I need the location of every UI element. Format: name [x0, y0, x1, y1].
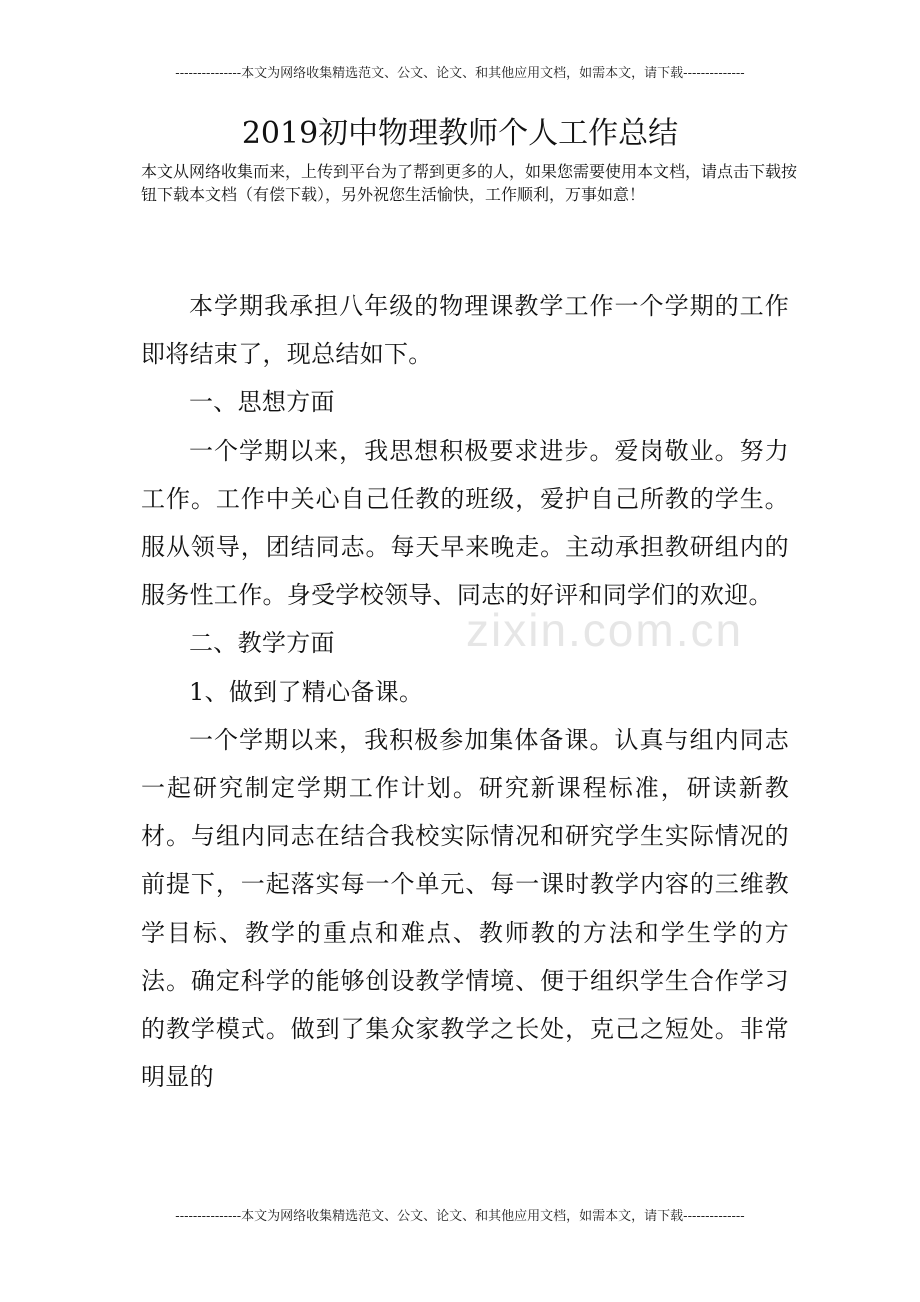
- document-title: 2019初中物理教师个人工作总结: [241, 116, 679, 151]
- intro-paragraph: 本文从网络收集而来，上传到平台为了帮到更多的人，如果您需要使用本文档，请点击下载按钮下载本文档（有偿下载），另外祝您生活愉快，工作顺利，万事如意！: [141, 162, 798, 204]
- watermark: zixin.com.cn: [466, 604, 744, 656]
- footer-notice: ---------------本文为网络收集精选范文、公文、论文、和其他应用文档，如需本文，请下载--------------: [175, 1209, 745, 1224]
- section-heading-thought: 一、思想方面: [189, 388, 335, 417]
- header-notice: ---------------本文为网络收集精选范文、公文、论文、和其他应用文档，如需本文，请下载--------------: [175, 66, 745, 81]
- paragraph-lesson-prep: 一个学期以来，我积极参加集体备课。认真与组内同志一起研究制定学期工作计划。研究新课程标准，研读新教材。与组内同志在结合我校实际情况和研究学生实际情况的前提下，一起落实每一个单元、每一课时教学内容的三维教学目标、教学的重点和难点、教师教的方法和学生学的方法。确定科学的能够创设教学情境、便于组织学生合作学习的教学模式。做到了集众家教学之长处，克己之短处。非常明显的: [141, 725, 789, 1092]
- section-heading-teaching: 二、教学方面: [189, 629, 335, 658]
- body-text: [141, 282, 789, 1101]
- paragraph-opening: 本学期我承担八年级的物理课教学工作一个学期的工作即将结束了，现总结如下。: [141, 292, 789, 369]
- subheading-lesson-prep: 1、做到了精心备课。: [189, 677, 424, 706]
- paragraph-thought: 一个学期以来，我思想积极要求进步。爱岗敬业。努力工作。工作中关心自己任教的班级，爱护自己所教的学生。服从领导，团结同志。每天早来晚走。主动承担教研组内的服务性工作。身受学校领导、同志的好评和同学们的欢迎。: [141, 436, 789, 610]
